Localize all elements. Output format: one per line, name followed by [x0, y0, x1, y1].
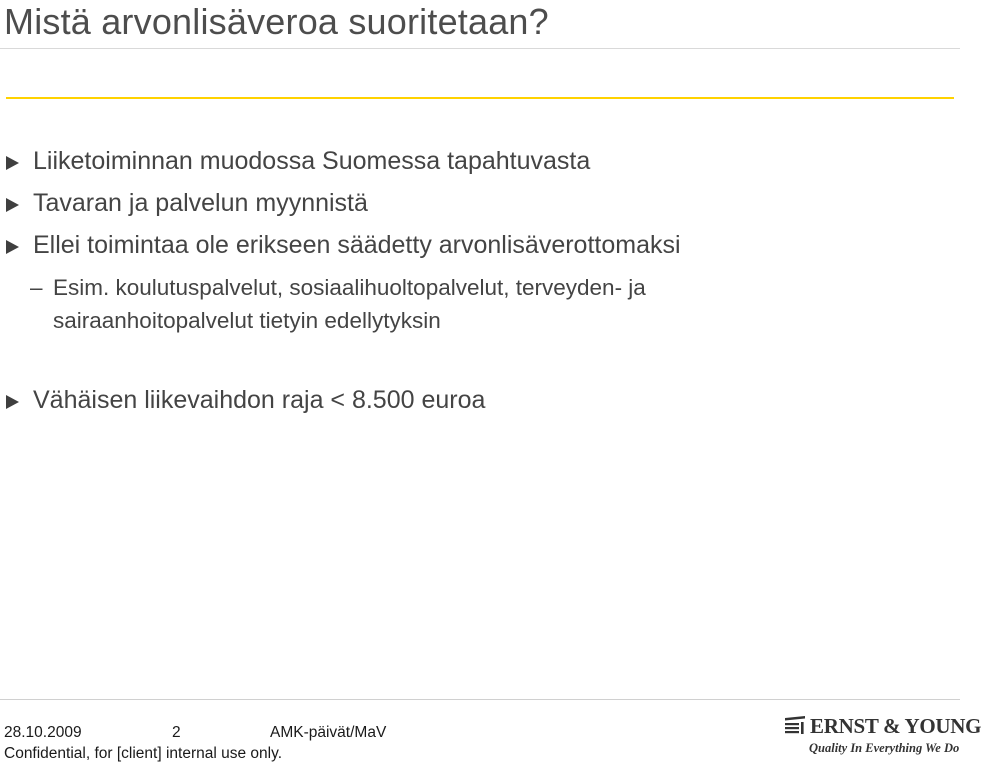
footer-date: 28.10.2009 [4, 724, 82, 741]
ey-logo-mark-icon [783, 716, 807, 736]
triangle-bullet-icon [6, 198, 19, 212]
triangle-bullet-icon [6, 240, 19, 254]
slide-title: Mistä arvonlisäveroa suoritetaan? [4, 1, 549, 42]
bullet-text: Vähäisen liikevaihdon raja < 8.500 euroa [33, 386, 486, 414]
ernst-young-logo [783, 714, 981, 760]
dash-bullet: – [30, 275, 43, 300]
title-underline [6, 97, 954, 99]
sub-bullet-text: Esim. koulutuspalvelut, sosiaalihuoltopalvelut, terveyden- ja sairaanhoitopalvelut tietyin edellytyksin [53, 275, 646, 333]
footer-divider [0, 699, 960, 700]
triangle-bullet-icon [6, 156, 19, 170]
bullet-text: Tavaran ja palvelun myynnistä [33, 189, 368, 217]
logo-wordmark: ERNST & YOUNG [810, 714, 981, 738]
triangle-bullet-icon [6, 395, 19, 409]
title-bar [0, 0, 960, 49]
logo-tagline: Quality In Everything We Do [809, 741, 960, 755]
footer-confidential: Confidential, for [client] internal use only. [4, 745, 283, 762]
footer-event: AMK-päivät/MaV [270, 724, 387, 741]
bullet-text: Liiketoiminnan muodossa Suomessa tapahtuvasta [33, 147, 591, 175]
bullet-text: Ellei toimintaa ole erikseen säädetty arvonlisäverottomaksi [33, 231, 681, 259]
footer-page-number: 2 [172, 724, 181, 741]
